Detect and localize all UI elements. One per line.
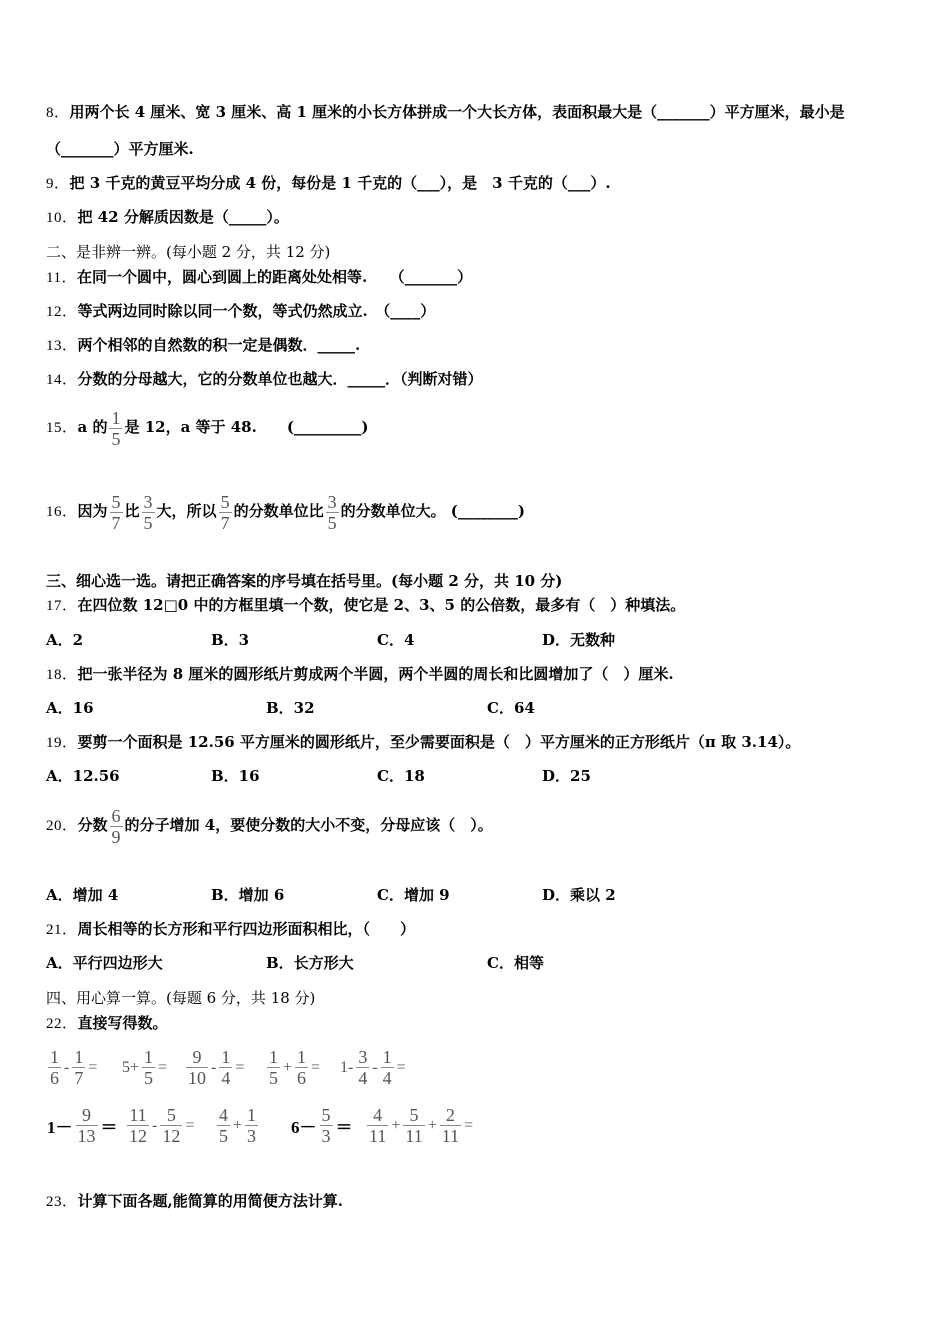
question-10: 10．把 42 分解质因数是（_____）。 [46,208,289,226]
calc-item: $\frac{11}{12}$ - $\frac{5}{12}$ = [129,1105,195,1146]
question-17: 17．在四位数 12□0 中的方框里填一个数，使它是 2、3、5 的公倍数，最多有（ ）种填法。 [46,596,686,614]
section-3-heading: 三、细心选一选。请把正确答案的序号填在括号里。(每小题 2 分，共 10 分) [46,572,563,590]
calc-item: 5+ $\frac{1}{5}$ = [122,1047,168,1088]
fraction-3-5-b: $\frac{3}{5}$ [327,491,337,533]
calc-item: 1- $\frac{3}{4}$ - $\frac{1}{4}$ = [340,1047,406,1088]
option-b[interactable]: B．3 [211,631,250,649]
fraction-1-5: $\frac{1}{5}$ [111,407,121,449]
option-a[interactable]: A．增加 4 [46,886,119,904]
question-9: 9．把 3 千克的黄豆平均分成 4 份，每份是 1 千克的（___），是 3 千克的（___）. [46,174,611,192]
option-d[interactable]: D．无数种 [542,631,616,649]
calc-item: $\frac{1}{6}$ - $\frac{1}{7}$ = [50,1047,98,1088]
fraction-5-7: $\frac{5}{7}$ [111,491,121,533]
question-15: 15．a 的 $\frac{1}{5}$ 是 12，a 等于 48. (_________) [46,407,369,449]
section-4-heading: 四、用心算一算。(每题 6 分，共 18 分) [46,989,316,1007]
option-c[interactable]: C．18 [377,767,425,785]
fraction-6-9: $\frac{6}{9}$ [111,805,121,847]
option-d[interactable]: D．25 [542,767,591,785]
option-a[interactable]: A．16 [46,699,94,717]
option-b[interactable]: B．长方形大 [266,954,354,972]
question-19: 19．要剪一个面积是 12.56 平方厘米的圆形纸片，至少需要面积是（ ）平方厘米的正方形纸片（π 取 3.14）。 [46,733,801,751]
option-b[interactable]: B．32 [266,699,315,717]
calc-item: 1－ $\frac{9}{13}$ ＝ [47,1105,118,1146]
question-20: 20．分数 $\frac{6}{9}$ 的分子增加 4，要使分数的大小不变，分母应该（ ）。 [46,805,493,847]
fraction-3-5: $\frac{3}{5}$ [143,491,153,533]
calc-item: $\frac{9}{10}$ - $\frac{1}{4}$ = [188,1047,245,1088]
question-16: 16．因为 $\frac{5}{7}$ 比 $\frac{3}{5}$ 大，所以 $\frac{5}{7}$ 的分数单位比 $\frac{3}{5}$ 的分数单位大。 (________) [46,491,525,533]
option-c[interactable]: C．相等 [487,954,544,972]
option-a[interactable]: A．平行四边形大 [46,954,163,972]
question-11: 11．在同一个圆中，圆心到圆上的距离处处相等. （_______） [46,268,473,286]
option-b[interactable]: B．16 [211,767,260,785]
question-8-continued: （_______）平方厘米. [46,140,194,158]
option-a[interactable]: A．12.56 [46,767,120,785]
question-21: 21．周长相等的长方形和平行四边形面积相比，（ ） [46,920,416,938]
option-b[interactable]: B．增加 6 [211,886,285,904]
option-c[interactable]: C．64 [487,699,535,717]
section-2-heading: 二、是非辨一辨。(每小题 2 分，共 12 分) [46,243,331,261]
question-13: 13．两个相邻的自然数的积一定是偶数．_____. [46,336,361,354]
option-a[interactable]: A．2 [46,631,84,649]
option-d[interactable]: D．乘以 2 [542,886,616,904]
question-14: 14．分数的分母越大，它的分数单位也越大．_____．（判断对错） [46,370,483,388]
calc-item: $\frac{1}{5}$ + $\frac{1}{6}$ = [269,1047,321,1088]
option-c[interactable]: C．增加 9 [377,886,450,904]
question-8: 8．用两个长 4 厘米、宽 3 厘米、高 1 厘米的小长方体拼成一个大长方体，表面积最大是（_______）平方厘米，最小是 [46,103,845,121]
question-18: 18．把一张半径为 8 厘米的圆形纸片剪成两个半圆，两个半圆的周长和比圆增加了（ ）厘米. [46,665,674,683]
question-12: 12．等式两边同时除以同一个数，等式仍然成立. （____） [46,302,436,320]
calc-item: $\frac{4}{11}$ + $\frac{5}{11}$ + $\frac{2}{11}$ = [369,1105,474,1146]
calc-item: 6－ $\frac{5}{3}$ ＝ [291,1105,353,1146]
option-c[interactable]: C．4 [377,631,415,649]
fraction-5-7-b: $\frac{5}{7}$ [220,491,230,533]
question-22: 22．直接写得数。 [46,1014,168,1032]
calc-item: $\frac{4}{5}$ + $\frac{1}{3}$ [219,1105,257,1146]
question-23: 23．计算下面各题,能简算的用简便方法计算. [46,1192,343,1210]
